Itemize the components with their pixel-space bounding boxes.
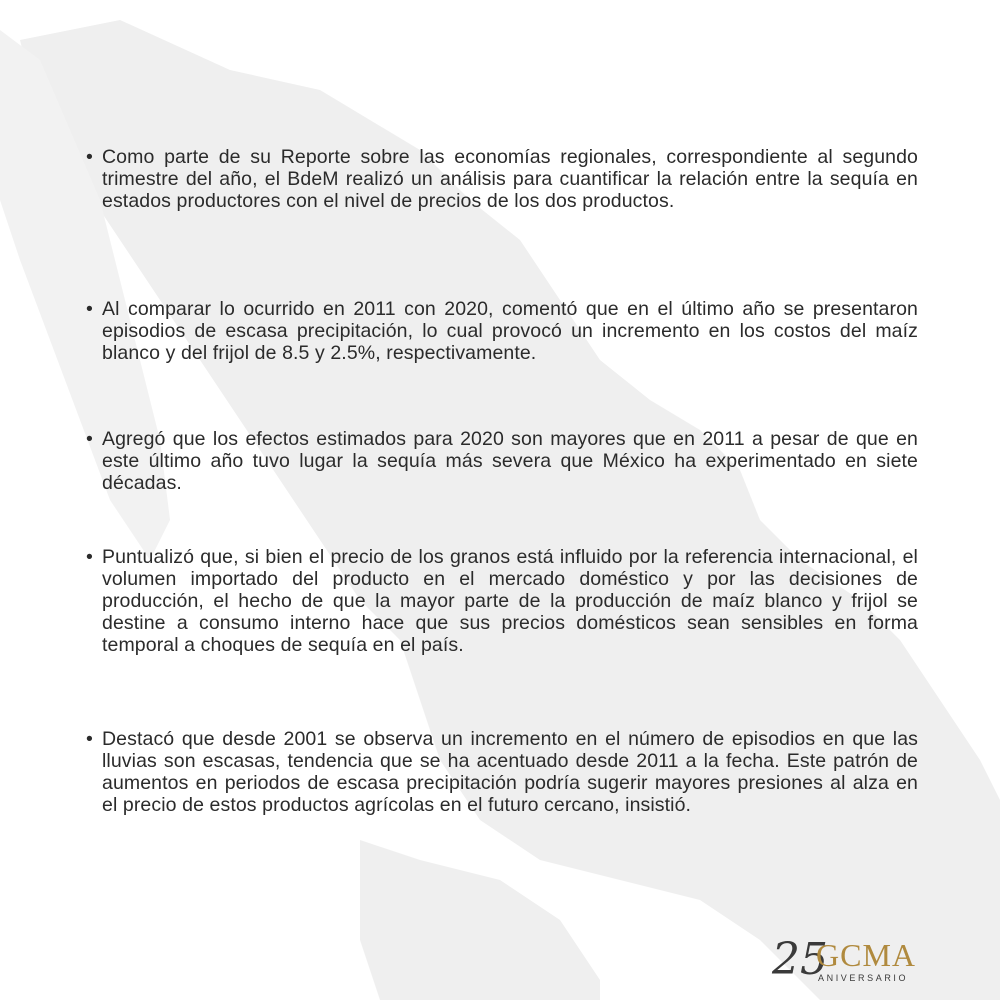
gcma-logo: [772, 932, 932, 992]
bullet-2: • Al comparar lo ocurrido en 2011 con 2020, comentó que en el último año se presentaron episodios de escasa precipitación, lo cual provocó un incremento en los costos del maíz blanco y del frijol de 8.5 y 2.5%, respectivamente.: [86, 298, 918, 364]
bullet-4: • Puntualizó que, si bien el precio de los granos está influido por la referencia internacional, el volumen importado del producto en el mercado doméstico y por las decisiones de producción, el hecho de que la mayor parte de la producción de maíz blanco y frijol se destine a consumo interno hace que sus precios domésticos sean sensibles en forma temporal a choques de sequía en el país.: [86, 546, 918, 656]
bullet-5: • Destacó que desde 2001 se observa un incremento en el número de episodios en que las lluvias son escasas, tendencia que se ha acentuado desde 2011 a la fecha. Este patrón de aumentos en periodos de escasa precipitación podría sugerir mayores presiones al alza en el precio de estos productos agrícolas en el futuro cercano, insistió.: [86, 728, 918, 816]
bullet-3: • Agregó que los efectos estimados para 2020 son mayores que en 2011 a pesar de que en este último año tuvo lugar la sequía más severa que México ha experimentado en siete décadas.: [86, 428, 918, 494]
logo-subtitle: ANIVERSARIO: [818, 973, 909, 983]
logo-number: 25: [772, 934, 828, 985]
bullet-1: • Como parte de su Reporte sobre las economías regionales, correspondiente al segundo trimestre del año, el BdeM realizó un análisis para cuantificar la relación entre la sequía en estados productores con el nivel de precios de los dos productos.: [86, 146, 918, 212]
logo-name: GCMA: [816, 937, 917, 973]
